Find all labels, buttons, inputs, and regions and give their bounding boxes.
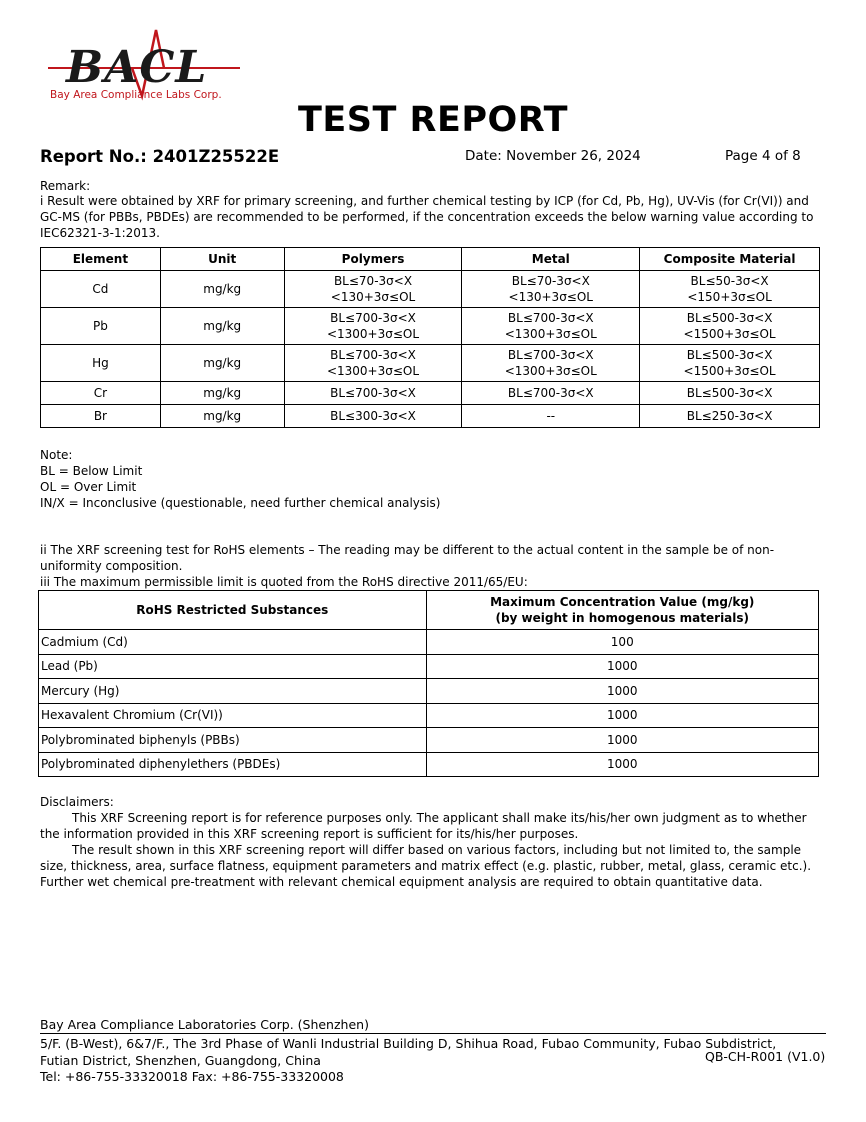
polymers-cell: BL≤70-3σ<X <130+3σ≤OL bbox=[284, 271, 462, 308]
column-header: Metal bbox=[462, 248, 640, 271]
remark-i: i Result were obtained by XRF for primary screening, and further chemical testing by ICP (for Cd, Pb, Hg), UV-Vis (for Cr(VI)) and GC-MS (for PBBs, PBDEs) are recommended to be performed, if the concentration exceeds the below warning value according to IEC62321-3-1:2013. bbox=[40, 194, 814, 240]
table-row bbox=[39, 703, 819, 728]
note-ol: OL = Over Limit bbox=[40, 480, 137, 494]
value-cell: 1000 bbox=[426, 654, 819, 679]
xrf-limits-table bbox=[40, 247, 820, 428]
table-header-row bbox=[39, 591, 819, 630]
column-header: Unit bbox=[160, 248, 284, 271]
substance-cell: Polybrominated diphenylethers (PBDEs) bbox=[39, 752, 427, 777]
substance-cell: Polybrominated biphenyls (PBBs) bbox=[39, 728, 427, 753]
metal-cell: BL≤700-3σ<X bbox=[462, 382, 640, 405]
metal-cell: BL≤70-3σ<X <130+3σ≤OL bbox=[462, 271, 640, 308]
element-cell: Br bbox=[41, 405, 161, 428]
disclaimers-block bbox=[40, 794, 826, 890]
report-number: Report No.: 2401Z25522E bbox=[40, 147, 280, 166]
substance-cell: Cadmium (Cd) bbox=[39, 630, 427, 655]
table-header-row bbox=[41, 248, 820, 271]
metal-cell: BL≤700-3σ<X <1300+3σ≤OL bbox=[462, 345, 640, 382]
table-row bbox=[39, 654, 819, 679]
composite-cell: BL≤500-3σ<X <1500+3σ≤OL bbox=[640, 345, 820, 382]
disclaimers-label: Disclaimers: bbox=[40, 795, 114, 809]
column-header: RoHS Restricted Substances bbox=[39, 591, 427, 630]
table-row bbox=[41, 345, 820, 382]
value-cell: 1000 bbox=[426, 703, 819, 728]
note-bl: BL = Below Limit bbox=[40, 464, 143, 478]
note-inx: IN/X = Inconclusive (questionable, need further chemical analysis) bbox=[40, 496, 441, 510]
table-row bbox=[41, 405, 820, 428]
notes-block bbox=[40, 447, 440, 511]
metal-cell: -- bbox=[462, 405, 640, 428]
element-cell: Pb bbox=[41, 308, 161, 345]
composite-cell: BL≤500-3σ<X bbox=[640, 382, 820, 405]
column-header: Maximum Concentration Value (mg/kg) (by weight in homogenous materials) bbox=[426, 591, 819, 630]
footer-doc-code: QB-CH-R001 (V1.0) bbox=[705, 1049, 826, 1064]
substance-cell: Mercury (Hg) bbox=[39, 679, 427, 704]
value-cell: 1000 bbox=[426, 728, 819, 753]
remark-label: Remark: bbox=[40, 179, 91, 193]
footer-company: Bay Area Compliance Laboratories Corp. (Shenzhen) bbox=[40, 1017, 369, 1032]
composite-cell: BL≤50-3σ<X <150+3σ≤OL bbox=[640, 271, 820, 308]
polymers-cell: BL≤700-3σ<X bbox=[284, 382, 462, 405]
element-cell: Hg bbox=[41, 345, 161, 382]
substance-cell: Hexavalent Chromium (Cr(VI)) bbox=[39, 703, 427, 728]
metal-cell: BL≤700-3σ<X <1300+3σ≤OL bbox=[462, 308, 640, 345]
value-cell: 1000 bbox=[426, 752, 819, 777]
value-cell: 100 bbox=[426, 630, 819, 655]
table-row bbox=[41, 271, 820, 308]
column-header: Composite Material bbox=[640, 248, 820, 271]
unit-cell: mg/kg bbox=[160, 345, 284, 382]
table-row bbox=[39, 679, 819, 704]
remark-ii: ii The XRF screening test for RoHS elements – The reading may be different to the actual content in the sample be of non-uniformity composition. bbox=[40, 543, 775, 573]
composite-cell: BL≤250-3σ<X bbox=[640, 405, 820, 428]
table-row bbox=[39, 728, 819, 753]
unit-cell: mg/kg bbox=[160, 308, 284, 345]
table-row bbox=[41, 308, 820, 345]
polymers-cell: BL≤700-3σ<X <1300+3σ≤OL bbox=[284, 308, 462, 345]
page-title: TEST REPORT bbox=[297, 100, 569, 140]
element-cell: Cd bbox=[41, 271, 161, 308]
footer-tel-fax: Tel: +86-755-33320018 Fax: +86-755-33320008 bbox=[40, 1069, 344, 1084]
unit-cell: mg/kg bbox=[160, 271, 284, 308]
element-cell: Cr bbox=[41, 382, 161, 405]
rohs-limits-table bbox=[38, 590, 819, 777]
disclaimer-paragraph: This XRF Screening report is for reference purposes only. The applicant shall make its/his/her own judgment as to whether the information provided in this XRF screening report is sufficient for its/his/her purposes. bbox=[40, 811, 807, 841]
polymers-cell: BL≤700-3σ<X <1300+3σ≤OL bbox=[284, 345, 462, 382]
disclaimer-paragraph: The result shown in this XRF screening report will differ based on various factors, including but not limited to, the sample size, thickness, area, surface flatness, equipment parameters and matrix effect (e.g. plastic, rubber, metal, glass, ceramic etc.). Further wet chemical pre-treatment with relevant chemical equipment analysis are required to obtain quantitative data. bbox=[40, 843, 812, 889]
unit-cell: mg/kg bbox=[160, 405, 284, 428]
table-row bbox=[39, 630, 819, 655]
page-number: Page 4 of 8 bbox=[725, 148, 801, 164]
value-cell: 1000 bbox=[426, 679, 819, 704]
report-date: Date: November 26, 2024 bbox=[465, 148, 641, 164]
logo-text: BACL bbox=[66, 42, 208, 93]
table-row bbox=[41, 382, 820, 405]
footer-address: 5/F. (B-West), 6&7/F., The 3rd Phase of Wanli Industrial Building D, Shihua Road, Fubao Community, Fubao Subdistrict, Futian District, Shenzhen, Guangdong, China bbox=[40, 1036, 777, 1068]
column-header: Element bbox=[41, 248, 161, 271]
footer-divider bbox=[40, 1033, 826, 1034]
logo-company-name: Bay Area Compliance Labs Corp. bbox=[50, 89, 222, 101]
polymers-cell: BL≤300-3σ<X bbox=[284, 405, 462, 428]
remark-iii: iii The maximum permissible limit is quoted from the RoHS directive 2011/65/EU: bbox=[40, 575, 528, 589]
substance-cell: Lead (Pb) bbox=[39, 654, 427, 679]
note-label: Note: bbox=[40, 448, 73, 462]
composite-cell: BL≤500-3σ<X <1500+3σ≤OL bbox=[640, 308, 820, 345]
column-header: Polymers bbox=[284, 248, 462, 271]
table-row bbox=[39, 752, 819, 777]
unit-cell: mg/kg bbox=[160, 382, 284, 405]
